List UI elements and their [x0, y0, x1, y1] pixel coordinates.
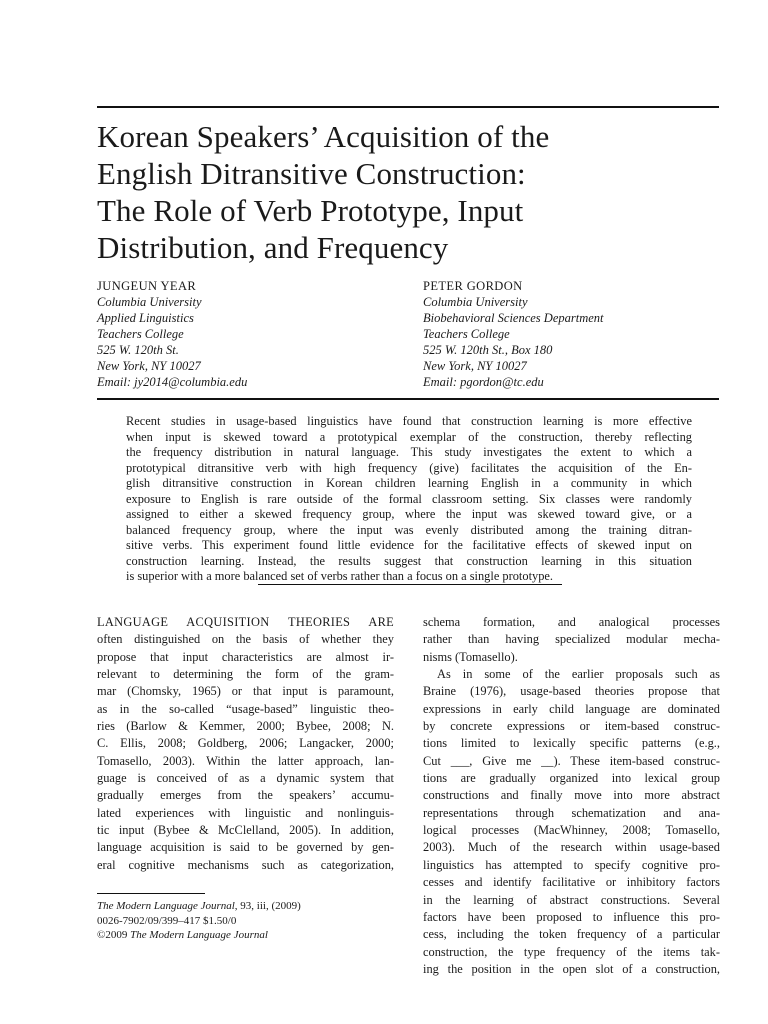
- author-block-year: [97, 278, 247, 390]
- body-line: Tomasello, 2003). Within the latter approach, lan-: [97, 753, 394, 768]
- abstract-line: the frequency distribution in natural language. This study investigates the extent to which a: [126, 445, 692, 459]
- body-line: construction, the type frequency of the items tak-: [423, 944, 720, 959]
- abstract-line: Recent studies in usage-based linguistics have found that construction learning is more effective: [126, 414, 692, 428]
- body-line: gradually emerges from the speakers’ accumu-: [97, 788, 394, 803]
- author-email[interactable]: Email: jy2014@columbia.edu: [97, 375, 248, 389]
- body-line: 2003). Much of the research within usage-based: [423, 840, 720, 855]
- body-line: lated experiences with linguistic and nonlinguis-: [97, 805, 394, 820]
- body-line: mar (Chomsky, 1965) or that input is paramount,: [97, 684, 394, 699]
- top-rule: [97, 106, 719, 108]
- abstract-line: exposure to English is rare outside of the formal classroom setting. Six classes were randomly: [126, 491, 692, 506]
- body-line: constructions and finally move into more abstract: [423, 788, 720, 803]
- body-line: factors have been proposed to influence this pro-: [423, 909, 720, 924]
- title-line: English Ditransitive Construction:: [97, 156, 526, 191]
- body-line: logical processes (MacWhinney, 2008; Tomasello,: [423, 823, 720, 838]
- journal-name: The Modern Language Journal: [130, 929, 268, 941]
- abstract-line: glish ditransitive construction in Korean children learning English in a community in which: [126, 476, 692, 490]
- author-block-gordon: [423, 278, 604, 390]
- abstract-line: construction learning. Instead, the results suggest that construction learning in this situation: [126, 553, 692, 568]
- abstract-line: assigned to either a skewed frequency group, where the input was skewed toward give, or a: [126, 507, 692, 521]
- abstract-line: balanced frequency group, where the input was evenly distributed among the training ditran-: [126, 522, 692, 537]
- body-line: often distinguished on the basis of whether they: [97, 632, 394, 647]
- body-line: in the learning of abstract constructions. Several: [423, 892, 720, 907]
- body-line: ing the position in the open slot of a construction,: [423, 961, 720, 976]
- footnote: [97, 899, 301, 943]
- lead-in: LANGUAGE ACQUISITION THEORIES ARE: [97, 615, 394, 629]
- body-line: eral cognitive mechanisms such as categorization,: [97, 857, 394, 872]
- footnote-rule: [97, 893, 205, 894]
- body-line: relevant to determining the form of the gram-: [97, 667, 394, 682]
- abstract-line: prototypical ditransitive verb with high frequency (give) facilitates the acquisition of the En-: [126, 460, 692, 475]
- body-line: tic input (Bybee & McClelland, 2005). In addition,: [97, 823, 394, 838]
- body-column-left: [97, 614, 394, 874]
- footnote-copyright: [97, 928, 301, 943]
- title-line: Distribution, and Frequency: [97, 230, 449, 265]
- paper-title: [97, 118, 719, 266]
- journal-name: The Modern Language Journal: [97, 900, 235, 912]
- copyright-year: ©2009: [97, 929, 131, 941]
- footnote-citation: [97, 899, 301, 914]
- body-line: tions limited to lexically specific patterns (e.g.,: [423, 736, 720, 751]
- footnote-issn: 0026-7902/09/399–417 $1.50/0: [97, 914, 237, 927]
- abstract-line: sitive verbs. This experiment found little evidence for the facilitative effects of skewed input on: [126, 538, 692, 552]
- body-line: guage is conceived of as a dynamic system that: [97, 771, 394, 786]
- body-line: language acquisition is said to be governed by gen-: [97, 840, 394, 855]
- author-affiliation: 525 W. 120th St.: [97, 343, 179, 357]
- abstract-line: when input is skewed toward a prototypical exemplar of the construction, thereby reflecting: [126, 429, 692, 444]
- body-line: tions are gradually organized into lexical group: [423, 771, 720, 786]
- section-divider: [258, 584, 562, 585]
- body-line: propose that input characteristics are almost ir-: [97, 649, 394, 664]
- author-affiliation: New York, NY 10027: [423, 359, 527, 373]
- body-line: by concrete expressions or item-based construc-: [423, 719, 720, 734]
- abstract-line: is superior with a more balanced set of verbs rather than a focus on a single prototype.: [126, 569, 553, 583]
- body-line: as in the so-called “usage-based” linguistic theo-: [97, 701, 394, 716]
- body-line: cesses and identify facilitative or inhibitory factors: [423, 875, 720, 890]
- body-line: schema formation, and analogical processes: [423, 615, 720, 629]
- abstract: [126, 414, 692, 585]
- body-line: nisms (Tomasello).: [423, 649, 518, 664]
- title-line: Korean Speakers’ Acquisition of the: [97, 119, 550, 154]
- body-line: C. Ellis, 2008; Goldberg, 2006; Langacker, 2000;: [97, 736, 394, 751]
- author-email[interactable]: Email: pgordon@tc.edu: [423, 375, 544, 389]
- author-affiliation: Teachers College: [97, 327, 184, 341]
- author-name: PETER GORDON: [423, 279, 523, 293]
- body-line: linguistics has attempted to specify cognitive pro-: [423, 857, 720, 872]
- author-affiliation: Biobehavioral Sciences Department: [423, 311, 604, 325]
- author-affiliation: Columbia University: [97, 295, 202, 309]
- body-line: ries (Barlow & Kemmer, 2000; Bybee, 2008; N.: [97, 719, 394, 734]
- body-line: rather than having specialized modular mecha-: [423, 632, 720, 647]
- body-line: Braine (1976), usage-based theories propose that: [423, 684, 720, 699]
- body-line: Cut ___, Give me __). These item-based construc-: [423, 753, 720, 768]
- body-line: cess, including the token frequency of a particular: [423, 927, 720, 942]
- author-affiliation: New York, NY 10027: [97, 359, 201, 373]
- author-affiliation: Applied Linguistics: [97, 311, 194, 325]
- citation-text: , 93, iii, (2009): [234, 900, 301, 912]
- author-affiliation: 525 W. 120th St., Box 180: [423, 343, 553, 357]
- author-affiliation: Teachers College: [423, 327, 510, 341]
- author-name: JUNGEUN YEAR: [97, 279, 197, 293]
- author-affiliation: Columbia University: [423, 295, 528, 309]
- body-line: As in some of the earlier proposals such as: [437, 667, 720, 682]
- abstract-rule: [97, 398, 719, 400]
- body-line: expressions in early child language are dominated: [423, 701, 720, 716]
- title-line: The Role of Verb Prototype, Input: [97, 193, 524, 228]
- body-column-right: [423, 614, 720, 978]
- body-line: representations through schematization and ana-: [423, 805, 720, 820]
